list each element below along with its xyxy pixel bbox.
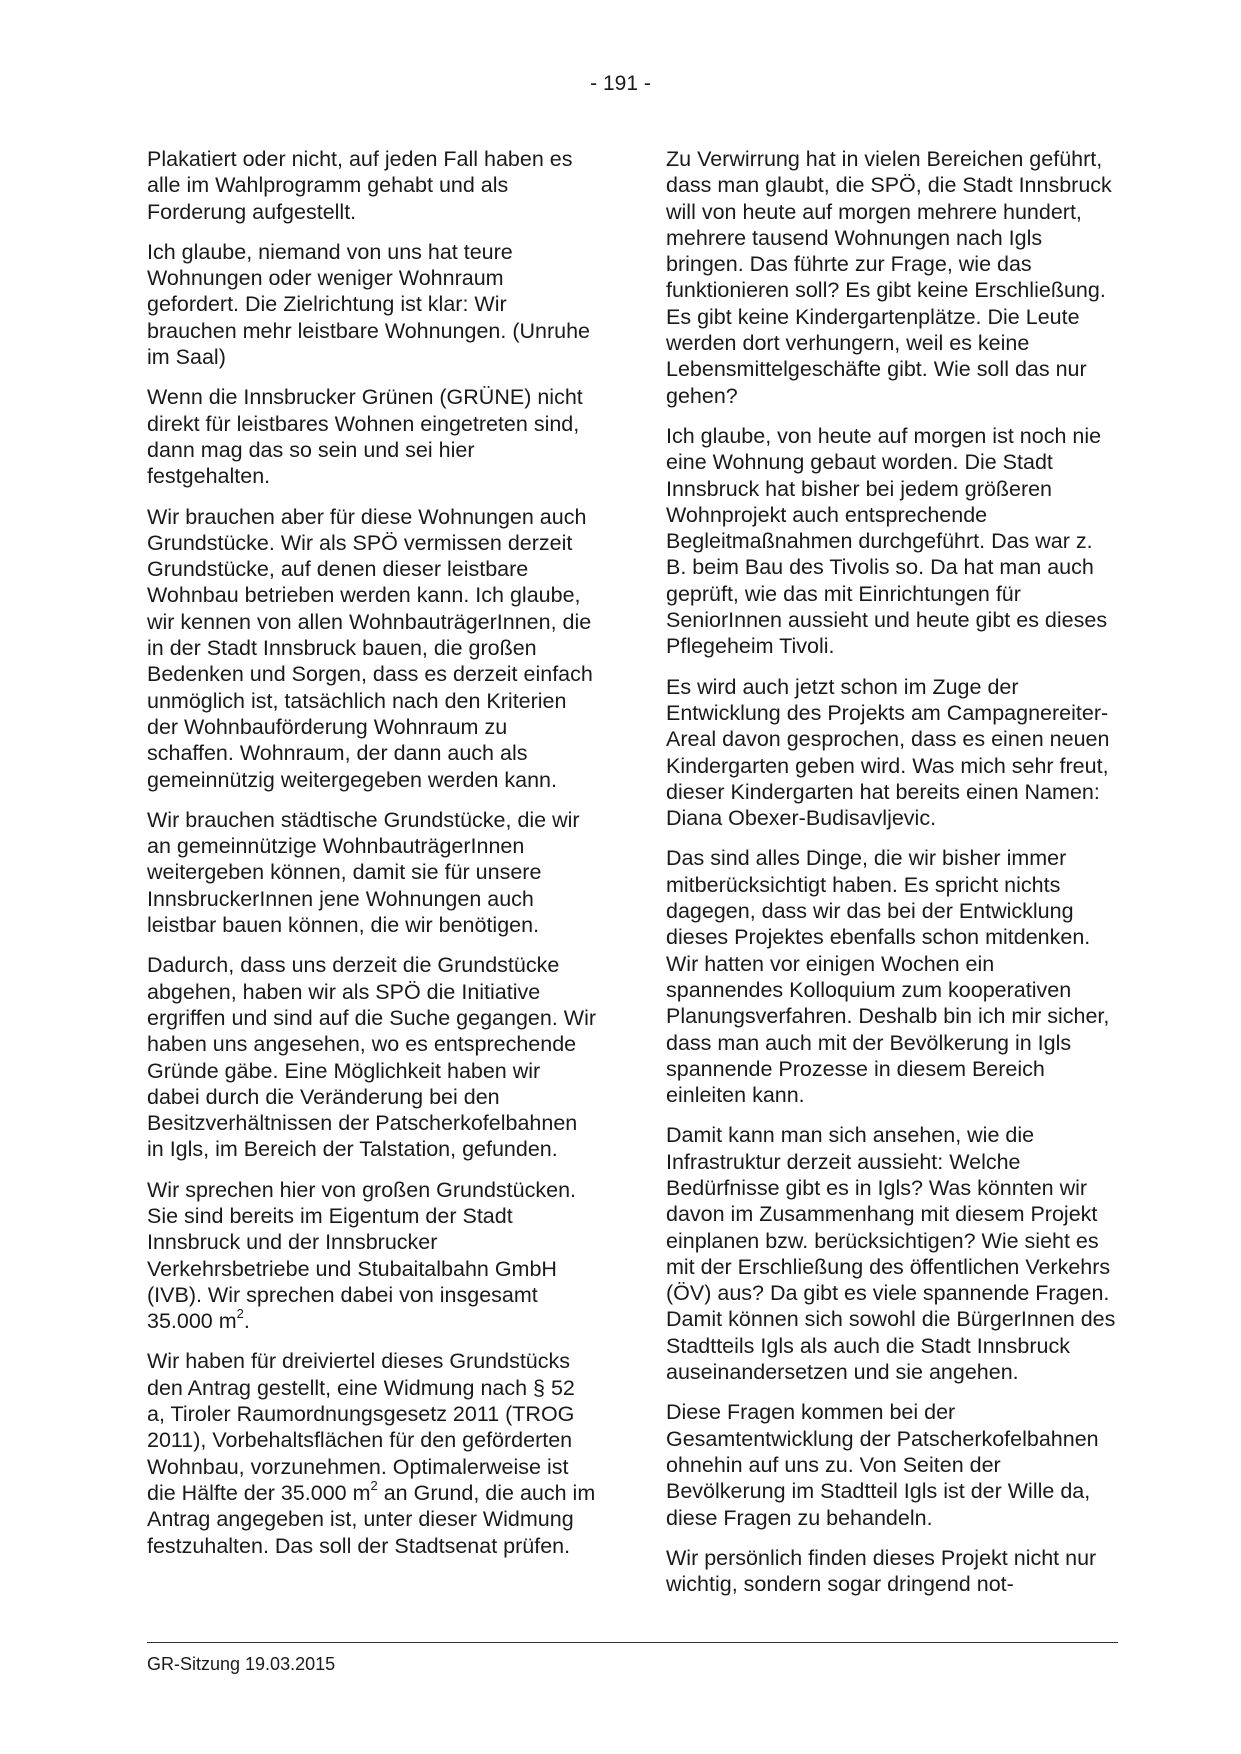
paragraph bbox=[147, 1348, 597, 1558]
left-column bbox=[147, 146, 597, 1573]
paragraph-text: Wir sprechen hier von großen Grundstücken. Sie sind bereits im Eigentum der Stadt Innsbruck und der Innsbrucker Verkehrsbetriebe und Stubaitalbahn GmbH (IVB). Wir sprechen dabei von insgesamt 35.000 m bbox=[147, 1177, 577, 1334]
paragraph-text: . bbox=[243, 1309, 250, 1334]
paragraph: Ich glaube, niemand von uns hat teure Wohnungen oder weniger Wohnraum gefordert. Die Zielrichtung ist klar: Wir brauchen mehr leistbare Wohnungen. (Unruhe im Saal) bbox=[147, 239, 591, 370]
paragraph: Wir persönlich finden dieses Projekt nicht nur wichtig, sondern sogar dringend not- bbox=[666, 1545, 1097, 1597]
page-number: - 191 - bbox=[590, 72, 651, 95]
paragraph: Zu Verwirrung hat in vielen Bereichen geführt, dass man glaubt, die SPÖ, die Stadt Innsbruck will von heute auf morgen mehrere hundert, mehrere tausend Wohnungen nach Igls bringen. Das führte zur Frage, wie das funktionieren soll? Es gibt keine Erschließung. Es gibt keine Kindergartenplätze. Die Leute werden dort verhungern, weil es keine Lebensmittelgeschäfte gibt. Wie soll das nur gehen? bbox=[666, 147, 1112, 408]
superscript: 2 bbox=[370, 1477, 378, 1493]
paragraph: Ich glaube, von heute auf morgen ist noch nie eine Wohnung gebaut worden. Die Stadt Innsbruck hat bisher bei jedem größeren Wohnprojekt auch entsprechende Begleitmaßnahmen durchgeführt. Das war z. B. beim Bau des Tivolis so. Da hat man auch geprüft, wie das mit Einrichtungen für SeniorInnen aussieht und heute gibt es dieses Pflegeheim Tivoli. bbox=[666, 423, 1108, 659]
paragraph: Wir brauchen aber für diese Wohnungen auch Grundstücke. Wir als SPÖ vermissen derzeit Grundstücke, auf denen dieser leistbare Wohnbau betrieben werden kann. Ich glaube, wir kennen von allen WohnbauträgerInnen, die in der Stadt Innsbruck bauen, die großen Bedenken und Sorgen, dass es derzeit einfach unmöglich ist, tatsächlich nach den Kriterien der Wohnbauförderung Wohnraum zu schaffen. Wohnraum, der dann auch als gemeinnützig weitergegeben werden kann. bbox=[147, 504, 593, 792]
footer-text: GR-Sitzung 19.03.2015 bbox=[147, 1654, 336, 1674]
paragraph: Damit kann man sich ansehen, wie die Infrastruktur derzeit aussieht: Welche Bedürfnisse gibt es in Igls? Was könnten wir davon im Zusammenhang mit diesem Projekt einplanen bzw. berücksichtigen? Wie sieht es mit der Erschließung des öffentlichen Verkehrs (ÖV) aus? Da gibt es viele spannende Fragen. Damit können sich sowohl die BürgerInnen des Stadtteils Igls als auch die Stadt Innsbruck auseinandersetzen und sie angehen. bbox=[666, 1123, 1116, 1385]
paragraph: Diese Fragen kommen bei der Gesamtentwicklung der Patscherkofelbahnen ohnehin auf uns zu. Von Seiten der Bevölkerung im Stadtteil Igls ist der Wille da, diese Fragen zu behandeln. bbox=[666, 1400, 1099, 1530]
paragraph: Das sind alles Dinge, die wir bisher immer mitberücksichtigt haben. Es spricht nichts dagegen, dass wir das bei der Entwicklung dieses Projektes ebenfalls schon mitdenken. Wir hatten vor einigen Wochen ein spannendes Kolloquium zum kooperativen Planungsverfahren. Deshalb bin ich mir sicher, dass man auch mit der Bevölkerung in Igls spannende Prozesse in diesem Bereich einleiten kann. bbox=[666, 846, 1110, 1108]
paragraph: Es wird auch jetzt schon im Zuge der Entwicklung des Projekts am Campagnereiter-Areal davon gesprochen, dass es einen neuen Kindergarten geben wird. Was mich sehr freut, dieser Kindergarten hat bereits einen Namen: Diana Obexer-Budisavljevic. bbox=[666, 674, 1110, 831]
right-column bbox=[666, 146, 1116, 1611]
paragraph-text: an Grund, die auch im Antrag angegeben ist, unter dieser Widmung festzuhalten. Das soll der Stadtsenat prüfen. bbox=[147, 1480, 596, 1558]
paragraph-text: Wir haben für dreiviertel dieses Grundstücks den Antrag gestellt, eine Widmung nach § 52 a, Tiroler Raumordnungsgesetz 2011 (TROG 2011), Vorbehaltsflächen für den geförderten Wohnbau, vorzunehmen. Optimalerweise ist die Hälfte der 35.000 m bbox=[147, 1349, 575, 1505]
paragraph: Wenn die Innsbrucker Grünen (GRÜNE) nicht direkt für leistbares Wohnen eingetreten sind, dann mag das so sein und sei hier festgehalten. bbox=[147, 385, 583, 489]
paragraph: Plakatiert oder nicht, auf jeden Fall haben es alle im Wahlprogramm gehabt und als Forderung aufgestellt. bbox=[147, 147, 573, 224]
paragraph: Dadurch, dass uns derzeit die Grundstücke abgehen, haben wir als SPÖ die Initiative ergriffen und sind auf die Suche gegangen. Wir haben uns angesehen, wo es entsprechende Gründe gäbe. Eine Möglichkeit haben wir dabei durch die Veränderung bei den Besitzverhältnissen der Patscherkofelbahnen in Igls, im Bereich der Talstation, gefunden. bbox=[147, 953, 597, 1162]
superscript: 2 bbox=[236, 1306, 244, 1322]
paragraph bbox=[147, 1177, 597, 1335]
paragraph: Wir brauchen städtische Grundstücke, die wir an gemeinnützige WohnbauträgerInnen weitergeben können, damit sie für unsere InnsbruckerInnen jene Wohnungen auch leistbar bauen können, die wir benötigen. bbox=[147, 807, 580, 938]
footer-divider bbox=[147, 1642, 1118, 1643]
